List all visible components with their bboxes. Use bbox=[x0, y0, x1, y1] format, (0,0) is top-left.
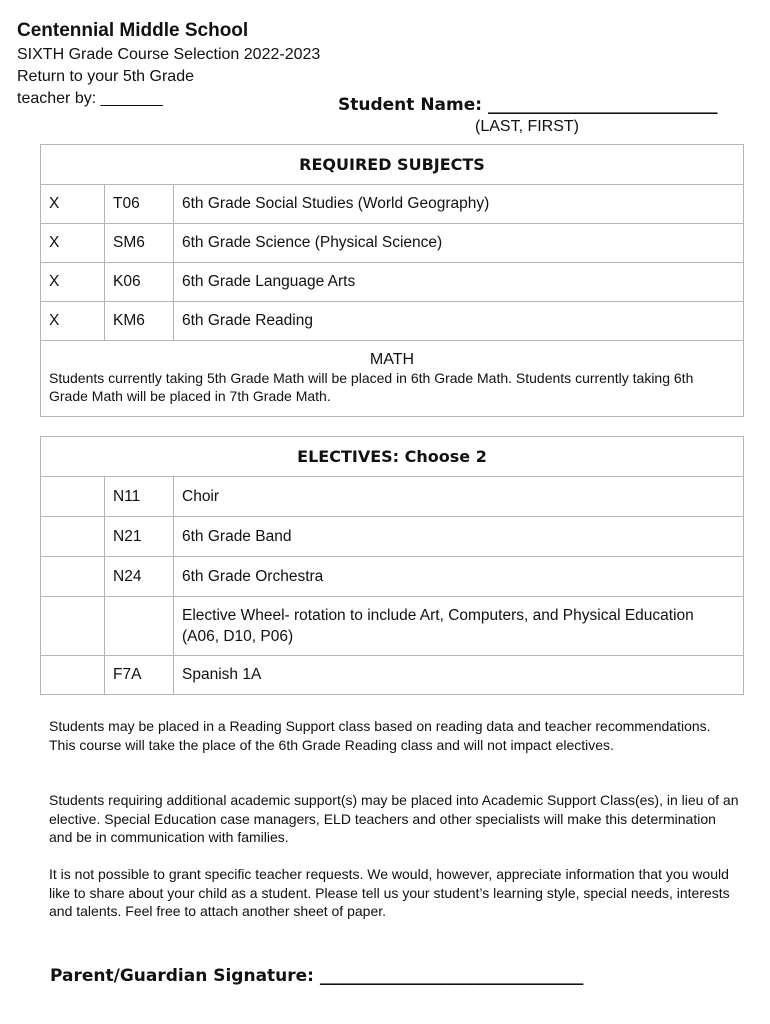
school-name: Centennial Middle School bbox=[17, 20, 249, 41]
return-deadline: teacher by: _______ bbox=[17, 90, 163, 107]
return-instruction: Return to your 5th Grade bbox=[17, 68, 194, 85]
course-name: 6th Grade Band bbox=[174, 517, 744, 557]
table-row bbox=[41, 477, 744, 517]
table-row bbox=[41, 597, 744, 656]
course-code: N11 bbox=[105, 477, 174, 517]
required-subjects-table bbox=[40, 144, 744, 417]
course-code: SM6 bbox=[105, 224, 174, 263]
table-row bbox=[41, 517, 744, 557]
selection-mark: X bbox=[41, 263, 105, 302]
selection-mark: X bbox=[41, 224, 105, 263]
electives-title: ELECTIVES: Choose 2 bbox=[41, 437, 744, 477]
table-row bbox=[41, 557, 744, 597]
selection-box[interactable] bbox=[41, 656, 105, 695]
table-row bbox=[41, 263, 744, 302]
selection-mark: X bbox=[41, 185, 105, 224]
form-subtitle: SIXTH Grade Course Selection 2022-2023 bbox=[17, 46, 321, 63]
course-name: Choir bbox=[174, 477, 744, 517]
course-name: 6th Grade Language Arts bbox=[174, 263, 744, 302]
math-row bbox=[41, 341, 744, 417]
reading-support-note: Students may be placed in a Reading Support class based on reading data and teacher recommendations. This course will take the place of the 6th Grade Reading class and will not impact electives. bbox=[49, 718, 711, 753]
course-name: 6th Grade Science (Physical Science) bbox=[174, 224, 744, 263]
selection-mark: X bbox=[41, 302, 105, 341]
course-code: F7A bbox=[105, 656, 174, 695]
selection-box[interactable] bbox=[41, 557, 105, 597]
course-code: T06 bbox=[105, 185, 174, 224]
table-row bbox=[41, 185, 744, 224]
selection-box[interactable] bbox=[41, 477, 105, 517]
course-name: Elective Wheel- rotation to include Art, Computers, and Physical Education (A06, D10, P06) bbox=[174, 597, 744, 656]
math-placement-text: Students currently taking 5th Grade Math will be placed in 6th Grade Math. Students currently taking 6th Grade Math will be placed in 7th Grade Math. bbox=[49, 369, 694, 404]
table-row bbox=[41, 656, 744, 695]
course-name: 6th Grade Reading bbox=[174, 302, 744, 341]
course-name: 6th Grade Social Studies (World Geography) bbox=[174, 185, 744, 224]
course-name: 6th Grade Orchestra bbox=[174, 557, 744, 597]
student-name-hint: (LAST, FIRST) bbox=[475, 118, 580, 135]
course-code: N21 bbox=[105, 517, 174, 557]
selection-box[interactable] bbox=[41, 517, 105, 557]
course-name: Spanish 1A bbox=[174, 656, 744, 695]
course-code: K06 bbox=[105, 263, 174, 302]
math-title: MATH bbox=[369, 350, 415, 368]
parent-signature-field[interactable]: Parent/Guardian Signature: _______________________________ bbox=[50, 966, 584, 986]
course-code: KM6 bbox=[105, 302, 174, 341]
academic-support-note: Students requiring additional academic support(s) may be placed into Academic Support Class(es), in lieu of an elective. Special Education case managers, ELD teachers and other specialists will make this determination and be in communication with families. bbox=[49, 792, 739, 845]
course-code bbox=[105, 597, 174, 656]
electives-table bbox=[40, 436, 744, 695]
selection-box[interactable] bbox=[41, 597, 105, 656]
table-row bbox=[41, 224, 744, 263]
teacher-requests-note: It is not possible to grant specific teacher requests. We would, however, appreciate information that you would like to share about your child as a student. Please tell us your student’s learning style, special needs, interests and talents. Feel free to attach another sheet of paper. bbox=[49, 866, 730, 919]
table-row bbox=[41, 302, 744, 341]
student-name-field[interactable]: Student Name: ___________________________ bbox=[338, 95, 718, 115]
required-subjects-title: REQUIRED SUBJECTS bbox=[41, 145, 744, 185]
course-code: N24 bbox=[105, 557, 174, 597]
